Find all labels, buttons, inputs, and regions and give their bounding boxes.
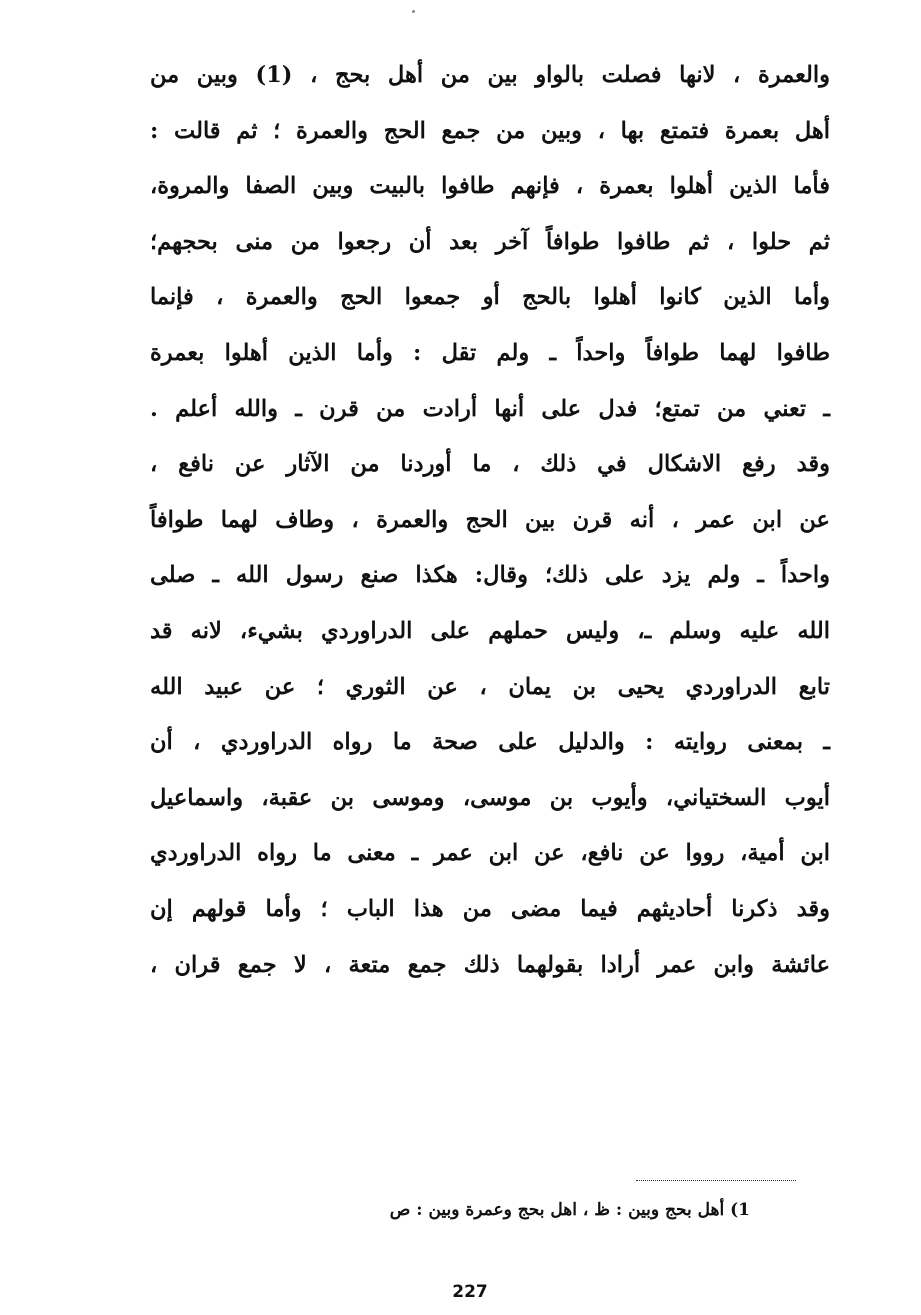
- text-line: واحداً ـ ولم يزد على ذلك؛ وقال: هكذا صنع رسول الله ـ صلى: [150, 562, 830, 589]
- text-line: تابع الدراوردي يحيى بن يمان ، عن الثوري ؛ عن عبيد الله: [150, 673, 830, 700]
- text-line: عائشة وابن عمر أرادا بقولهما ذلك جمع متعة ، لا جمع قران ،: [150, 951, 830, 978]
- main-text-block: [150, 48, 830, 993]
- text-line: ثم حلوا ، ثم طافوا طوافاً آخر بعد أن رجعوا من منى بحجهم؛: [150, 228, 830, 255]
- text-line: وأما الذين كانوا أهلوا بالحج أو جمعوا الحج والعمرة ، فإنما: [150, 284, 830, 311]
- text-line: طافوا لهما طوافاً واحداً ـ ولم تقل : وأما الذين أهلوا بعمرة: [150, 339, 830, 366]
- text-line: أهل بعمرة فتمتع بها ، وبين من جمع الحج والعمرة ؛ ثم قالت :: [150, 117, 830, 144]
- text-line: الله عليه وسلم ـ، وليس حملهم على الدراوردي بشيء، لانه قد: [150, 617, 830, 644]
- footnote: 1) أهل بحج وبين : ظ ، اهل بحج وعمرة وبين : ص: [389, 1200, 750, 1220]
- text-line: وقد رفع الاشكال في ذلك ، ما أوردنا من الآثار عن نافع ،: [150, 451, 830, 478]
- text-line: فأما الذين أهلوا بعمرة ، فإنهم طافوا بالبيت وبين الصفا والمروة،: [150, 173, 830, 200]
- text-line: والعمرة ، لانها فصلت بالواو بين من أهل بحج ، (1) وبين من: [150, 62, 830, 88]
- page-number: 227: [452, 1282, 488, 1302]
- scan-speck: [412, 10, 415, 13]
- footnote-separator: [636, 1180, 796, 1181]
- text-line: أيوب السختياني، وأيوب بن موسى، وموسى بن عقبة، واسماعيل: [150, 784, 830, 811]
- text-line: ابن أمية، رووا عن نافع، عن ابن عمر ـ معنى ما رواه الدراوردي: [150, 840, 830, 867]
- text-line: ـ تعني من تمتع؛ فدل على أنها أرادت من قرن ـ والله أعلم .: [150, 395, 830, 422]
- text-line: وقد ذكرنا أحاديثهم فيما مضى من هذا الباب ؛ وأما قولهم إن: [150, 895, 830, 922]
- text-line: عن ابن عمر ، أنه قرن بين الحج والعمرة ، وطاف لهما طوافاً: [150, 506, 830, 533]
- text-line: ـ بمعنى روايته : والدليل على صحة ما رواه الدراوردي ، أن: [150, 729, 830, 756]
